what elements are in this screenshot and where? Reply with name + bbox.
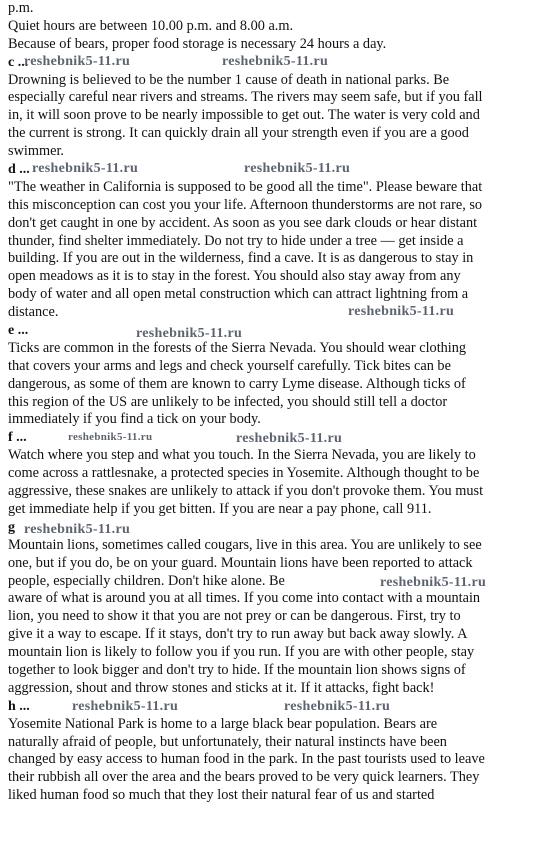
watermark: reshebnik5-11.ru bbox=[32, 161, 139, 176]
section-label-f: f ... bbox=[8, 430, 27, 446]
text-line: Watch where you step and what you touch. In the Sierra Nevada, you are likely to bbox=[8, 447, 476, 464]
text-line: don't get caught in one by accident. As soon as you see dark clouds or hear distant bbox=[8, 214, 478, 231]
text-line: give it a way to escape. If it stays, don't try to run away but back away slowly. A bbox=[8, 626, 468, 643]
text-line: liked human food so much that they lost their natural fear of us and started bbox=[8, 787, 435, 804]
text-line: Mountain lions, sometimes called cougars, live in this area. You are unlikely to see bbox=[8, 536, 482, 553]
text-line: this region of the US are unlikely to be infected, you should still tell a doctor bbox=[8, 393, 448, 410]
text-line: aware of what is around you at all times. If you come into contact with a mountain bbox=[8, 590, 481, 607]
text-line: body of water and all open metal construction which can attract lightning from a bbox=[8, 286, 469, 303]
section-label-e: e ... bbox=[8, 323, 29, 339]
text-line: thunder, find shelter immediately. Do not try to hide under a tree — get inside a bbox=[8, 232, 464, 249]
text-line: Drowning is believed to be the number 1 cause of death in national parks. Be bbox=[8, 71, 450, 88]
text-line: people, especially children. Don't hike alone. Be bbox=[8, 572, 285, 589]
text-line: get immediate help if you get bitten. If you are near a pay phone, call 911. bbox=[8, 500, 432, 517]
text-line: building. If you are out in the wilderness, find a cave. It is as dangerous to stay in bbox=[8, 250, 474, 267]
text-line: come across a rattlesnake, a protected species in Yosemite. Although thought to be bbox=[8, 465, 480, 482]
text-line: one, but if you do, be on your guard. Mountain lions have been reported to attack bbox=[8, 554, 473, 571]
watermark: reshebnik5-11.ru bbox=[24, 522, 131, 537]
watermark: reshebnik5-11.ru bbox=[68, 431, 153, 443]
text-line: their rubbish all over the area and the bears proved to be very quick learners. They bbox=[8, 769, 480, 786]
watermark: reshebnik5-11.ru bbox=[136, 326, 243, 341]
text-line: in, it will soon prove to be nearly impossible to get out. The water is very cold and bbox=[8, 107, 480, 124]
text-line: especially careful near rivers and streams. The rivers may seem safe, but if you fall bbox=[8, 89, 483, 106]
watermark: reshebnik5-11.ru bbox=[348, 304, 455, 319]
section-label-c: c ... bbox=[8, 54, 29, 70]
watermark: reshebnik5-11.ru bbox=[222, 54, 329, 69]
watermark: reshebnik5-11.ru bbox=[236, 431, 343, 446]
document-page bbox=[8, 0, 538, 805]
section-label-d: d ... bbox=[8, 162, 30, 178]
text-line: swimmer. bbox=[8, 143, 64, 160]
text-line: this misconception can cost you your life. Afternoon thunderstorms are not rare, so bbox=[8, 196, 483, 213]
text-line: Yosemite National Park is home to a large black bear population. Bears are bbox=[8, 715, 438, 732]
text-line: immediately if you find a tick on your body. bbox=[8, 411, 261, 428]
section-label-g: g bbox=[8, 519, 15, 535]
text-line: aggressive, these snakes are unlikely to attack if you don't provoke them. You must bbox=[8, 483, 484, 500]
text-line: that covers your arms and legs and check yourself carefully. Tick bites can be bbox=[8, 357, 451, 374]
watermark: reshebnik5-11.ru bbox=[72, 699, 179, 714]
section-label-h: h ... bbox=[8, 698, 30, 714]
text-line: aggression, shout and throw stones and sticks at it. If it attacks, fight back! bbox=[8, 679, 435, 696]
watermark: reshebnik5-11.ru bbox=[244, 161, 351, 176]
watermark: reshebnik5-11.ru bbox=[24, 54, 131, 69]
text-line: the current is strong. It can quickly drain all your strength even if you are a good bbox=[8, 125, 469, 142]
text-line: dangerous, as some of them are known to carry Lyme disease. Although ticks of bbox=[8, 375, 466, 392]
watermark: reshebnik5-11.ru bbox=[380, 575, 487, 590]
text-line: mountain lion is likely to follow you if you run. If you are with other people, stay bbox=[8, 644, 475, 661]
text-line: together to look bigger and don't try to hide. If the mountain lion shows signs of bbox=[8, 661, 466, 678]
text-line: "The weather in California is supposed to be good all the time". Please beware that bbox=[8, 178, 483, 195]
text-line: p.m. bbox=[8, 0, 34, 16]
text-line: lion, you need to show it that you are not prey or can be dangerous. First, try to bbox=[8, 608, 461, 625]
text-line: Ticks are common in the forests of the Sierra Nevada. You should wear clothing bbox=[8, 339, 467, 356]
text-line: distance. bbox=[8, 304, 59, 321]
watermark: reshebnik5-11.ru bbox=[284, 699, 391, 714]
text-line: Quiet hours are between 10.00 p.m. and 8.00 a.m. bbox=[8, 17, 294, 34]
text-line: changed by easy access to human food in the park. In the past tourists used to leave bbox=[8, 751, 485, 768]
text-line: open meadows as it is to stay in the forest. You should also stay away from any bbox=[8, 268, 461, 285]
text-line: naturally afraid of people, but unfortunately, their natural instincts have been bbox=[8, 733, 447, 750]
text-line: Because of bears, proper food storage is necessary 24 hours a day. bbox=[8, 35, 387, 52]
